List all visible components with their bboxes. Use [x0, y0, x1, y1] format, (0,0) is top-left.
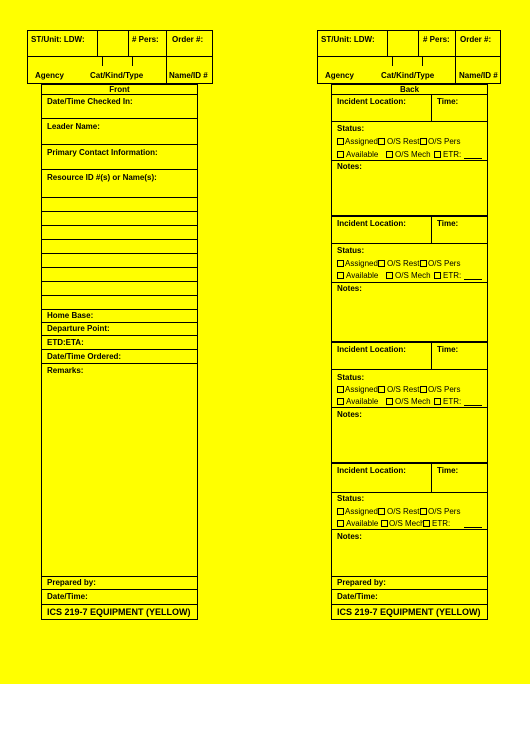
os-rest-label: O/S Rest	[387, 259, 420, 268]
back-name-id-label: Name/ID #	[459, 71, 498, 80]
os-mech-checkbox[interactable]	[386, 151, 393, 158]
front-agency-label: Agency	[35, 71, 64, 80]
os-mech-label: O/S Mech	[395, 150, 431, 159]
os-pers-checkbox[interactable]	[420, 386, 427, 393]
primary-contact-label: Primary Contact Information:	[47, 148, 158, 157]
leader-name-label: Leader Name:	[47, 122, 100, 131]
front-st-unit-label: ST/Unit: LDW:	[31, 35, 85, 44]
time-label: Time:	[437, 97, 459, 106]
incident-location-label: Incident Location:	[337, 219, 406, 228]
available-label: Available	[346, 397, 379, 406]
notes-label: Notes:	[337, 162, 362, 171]
time-label: Time:	[437, 219, 459, 228]
front-form-title: ICS 219-7 EQUIPMENT (YELLOW)	[47, 607, 191, 617]
notes-label: Notes:	[337, 532, 362, 541]
assigned-checkbox[interactable]	[337, 386, 344, 393]
notes-label: Notes:	[337, 410, 362, 419]
back-title: Back	[399, 85, 420, 94]
home-base-label: Home Base:	[47, 311, 94, 320]
etr-checkbox[interactable]	[434, 398, 441, 405]
os-rest-label: O/S Rest	[387, 137, 420, 146]
front-date-time-label: Date/Time:	[47, 592, 88, 601]
etr-checkbox[interactable]	[434, 151, 441, 158]
front-title: Front	[109, 85, 130, 94]
status-label: Status:	[337, 246, 365, 255]
available-label: Available	[346, 150, 379, 159]
status-label: Status:	[337, 373, 365, 382]
back-prepared-by-label: Prepared by:	[337, 578, 386, 587]
os-pers-checkbox[interactable]	[420, 508, 427, 515]
date-time-checked-in-label: Date/Time Checked In:	[47, 97, 133, 106]
front-prepared-by-label: Prepared by:	[47, 578, 96, 587]
available-checkbox[interactable]	[337, 398, 344, 405]
front-cat-kind-type-label: Cat/Kind/Type	[90, 71, 144, 80]
assigned-label: Assigned	[345, 137, 378, 146]
front-order-label: Order #:	[172, 35, 204, 44]
etr-checkbox[interactable]	[423, 520, 430, 527]
assigned-label: Assigned	[345, 259, 378, 268]
incident-location-label: Incident Location:	[337, 97, 406, 106]
os-mech-checkbox[interactable]	[386, 272, 393, 279]
etr-label: ETR:	[443, 397, 462, 406]
notes-label: Notes:	[337, 284, 362, 293]
os-rest-checkbox[interactable]	[378, 386, 385, 393]
os-pers-label: O/S Pers	[428, 385, 461, 394]
back-date-time-label: Date/Time:	[337, 592, 378, 601]
back-order-label: Order #:	[460, 35, 492, 44]
os-mech-label: O/S Mech	[389, 519, 425, 528]
back-st-unit-label: ST/Unit: LDW:	[321, 35, 375, 44]
os-pers-label: O/S Pers	[428, 137, 461, 146]
os-rest-checkbox[interactable]	[378, 260, 385, 267]
os-rest-checkbox[interactable]	[378, 138, 385, 145]
available-label: Available	[346, 519, 379, 528]
resource-id-label: Resource ID #(s) or Name(s):	[47, 173, 157, 182]
available-checkbox[interactable]	[337, 151, 344, 158]
available-checkbox[interactable]	[337, 520, 344, 527]
incident-location-label: Incident Location:	[337, 466, 406, 475]
os-mech-checkbox[interactable]	[386, 398, 393, 405]
os-mech-label: O/S Mech	[395, 271, 431, 280]
etr-label: ETR:	[432, 519, 451, 528]
incident-location-label: Incident Location:	[337, 345, 406, 354]
os-pers-label: O/S Pers	[428, 507, 461, 516]
assigned-checkbox[interactable]	[337, 138, 344, 145]
front-pers-label: # Pers:	[132, 35, 159, 44]
os-rest-label: O/S Rest	[387, 385, 420, 394]
status-label: Status:	[337, 124, 365, 133]
assigned-checkbox[interactable]	[337, 260, 344, 267]
os-mech-checkbox[interactable]	[381, 520, 388, 527]
etd-eta-label: ETD:ETA:	[47, 338, 84, 347]
os-rest-checkbox[interactable]	[378, 508, 385, 515]
assigned-checkbox[interactable]	[337, 508, 344, 515]
remarks-label: Remarks:	[47, 366, 84, 375]
back-form-title: ICS 219-7 EQUIPMENT (YELLOW)	[337, 607, 481, 617]
os-pers-label: O/S Pers	[428, 259, 461, 268]
available-label: Available	[346, 271, 379, 280]
assigned-label: Assigned	[345, 385, 378, 394]
os-mech-label: O/S Mech	[395, 397, 431, 406]
etr-checkbox[interactable]	[434, 272, 441, 279]
os-rest-label: O/S Rest	[387, 507, 420, 516]
back-cat-kind-type-label: Cat/Kind/Type	[381, 71, 435, 80]
date-time-ordered-label: Date/Time Ordered:	[47, 352, 122, 361]
etr-label: ETR:	[443, 150, 462, 159]
status-label: Status:	[337, 494, 365, 503]
back-agency-label: Agency	[325, 71, 354, 80]
available-checkbox[interactable]	[337, 272, 344, 279]
etr-label: ETR:	[443, 271, 462, 280]
os-pers-checkbox[interactable]	[420, 138, 427, 145]
departure-point-label: Departure Point:	[47, 324, 110, 333]
os-pers-checkbox[interactable]	[420, 260, 427, 267]
front-name-id-label: Name/ID #	[169, 71, 208, 80]
time-label: Time:	[437, 345, 459, 354]
assigned-label: Assigned	[345, 507, 378, 516]
time-label: Time:	[437, 466, 459, 475]
back-pers-label: # Pers:	[423, 35, 450, 44]
